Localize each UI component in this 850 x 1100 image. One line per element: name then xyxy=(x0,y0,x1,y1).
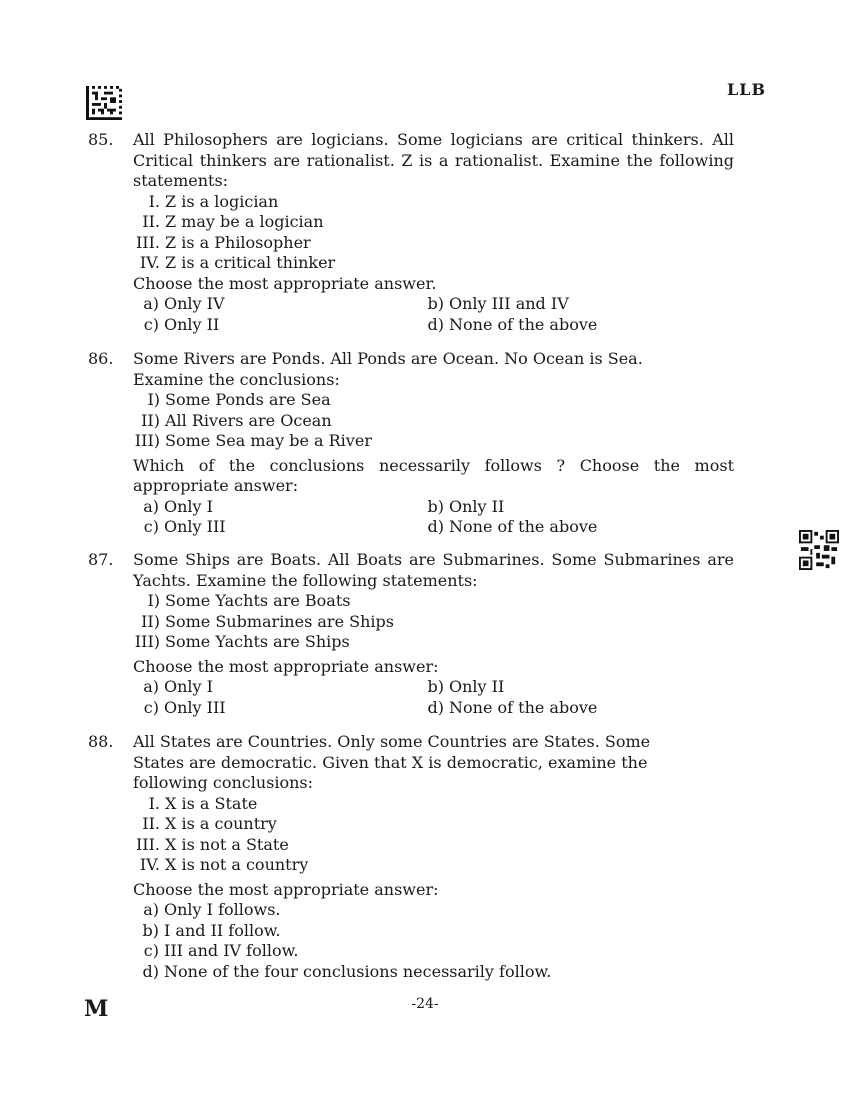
conclusion-numeral: II) xyxy=(141,410,160,430)
option-letter: b) xyxy=(142,920,159,940)
option-a[interactable] xyxy=(133,900,734,921)
statement-text: Some Yachts are Ships xyxy=(165,632,350,651)
statement xyxy=(133,212,734,233)
option-b[interactable] xyxy=(418,677,734,698)
statement-numeral: III. xyxy=(135,232,160,252)
question-stem-continued: Examine the conclusions: xyxy=(133,369,340,389)
option-c[interactable] xyxy=(133,698,418,719)
statement-numeral: I) xyxy=(147,591,160,610)
option-text: Only III and IV xyxy=(449,294,569,313)
question-88 xyxy=(88,732,734,982)
statement xyxy=(133,632,734,653)
option-a[interactable] xyxy=(133,497,418,518)
option-d[interactable] xyxy=(418,315,734,336)
option-letter: b) xyxy=(427,496,444,516)
statement xyxy=(133,591,734,612)
question-85 xyxy=(88,130,734,335)
statement xyxy=(133,253,734,274)
option-letter: b) xyxy=(427,677,444,696)
conclusion-text: X is a State xyxy=(165,793,258,813)
answer-prompt: Choose the most appropriate answer: xyxy=(133,656,439,676)
question-87 xyxy=(88,550,734,718)
option-b[interactable] xyxy=(418,294,734,315)
question-number: 88. xyxy=(88,732,114,751)
subject-code: LLB xyxy=(726,80,766,99)
option-text: Only III xyxy=(164,697,226,717)
statement-numeral: II) xyxy=(141,611,160,631)
answer-options xyxy=(133,900,734,982)
statement-numeral: III) xyxy=(134,632,160,651)
conclusion-numeral: I. xyxy=(148,793,160,813)
option-text: None of the above xyxy=(449,697,598,717)
statement-text: Z is a logician xyxy=(165,191,279,211)
question-stem: Some Rivers are Ponds. All Ponds are Ocean. No Ocean is Sea. xyxy=(133,349,643,368)
question-number: 85. xyxy=(88,130,114,149)
option-letter: a) xyxy=(143,677,159,696)
statement-numeral: II. xyxy=(142,212,160,231)
conclusion xyxy=(133,814,734,835)
option-letter: a) xyxy=(143,496,159,516)
option-b[interactable] xyxy=(418,497,734,518)
booklet-set-letter: M xyxy=(84,996,109,1022)
conclusion xyxy=(133,431,734,452)
conclusion-numeral: IV. xyxy=(139,855,160,874)
question-stem: All States are Countries. Only some Countries are States. Some States are democratic. Given that X is democratic, examine the following conclusions: xyxy=(133,732,651,792)
conclusion-numeral: I) xyxy=(147,390,160,409)
option-letter: d) xyxy=(427,697,444,717)
option-c[interactable] xyxy=(133,941,734,962)
conclusion-text: X is not a State xyxy=(165,834,289,854)
conclusion-text: Some Ponds are Sea xyxy=(165,390,331,409)
option-text: None of the above xyxy=(449,314,598,334)
statement-text: Some Submarines are Ships xyxy=(165,611,394,631)
option-d[interactable] xyxy=(418,698,734,719)
option-letter: d) xyxy=(427,517,444,536)
answer-options xyxy=(133,677,734,718)
option-letter: c) xyxy=(143,697,159,717)
question-number: 86. xyxy=(88,349,114,368)
option-letter: a) xyxy=(143,294,159,313)
statement-numeral: I. xyxy=(148,191,160,211)
option-text: Only II xyxy=(449,496,505,516)
answer-prompt: Choose the most appropriate answer: xyxy=(133,879,439,899)
option-letter: d) xyxy=(142,961,159,981)
option-letter: a) xyxy=(143,900,159,919)
option-letter: c) xyxy=(143,941,159,960)
option-letter: d) xyxy=(427,314,444,334)
option-letter: c) xyxy=(143,314,159,334)
conclusion-numeral: III) xyxy=(134,431,160,450)
option-c[interactable] xyxy=(133,315,418,336)
conclusion-numeral: II. xyxy=(142,814,160,833)
statement-text: Z may be a logician xyxy=(165,212,324,231)
conclusion-text: All Rivers are Ocean xyxy=(165,410,332,430)
answer-prompt: Which of the conclusions necessarily follows ? Choose the most appropriate answer: xyxy=(133,455,734,495)
statement-numeral: IV. xyxy=(139,253,160,272)
answer-options xyxy=(133,497,734,538)
conclusion xyxy=(133,411,734,432)
page-number: -24- xyxy=(411,996,439,1012)
statement xyxy=(133,612,734,633)
question-number: 87. xyxy=(88,550,114,569)
option-text: Only I xyxy=(164,496,213,516)
conclusion-text: X is a country xyxy=(165,814,277,833)
option-text: III and IV follow. xyxy=(164,941,299,960)
option-text: Only IV xyxy=(164,294,225,313)
option-b[interactable] xyxy=(133,921,734,942)
option-letter: c) xyxy=(143,517,159,536)
conclusion-text: Some Sea may be a River xyxy=(165,431,372,450)
statement-text: Z is a Philosopher xyxy=(165,232,311,252)
question-86 xyxy=(88,349,734,538)
statement xyxy=(133,233,734,254)
option-text: Only II xyxy=(164,314,220,334)
statement-text: Z is a critical thinker xyxy=(165,253,336,272)
option-text: Only II xyxy=(449,677,505,696)
statement-text: Some Yachts are Boats xyxy=(165,591,351,610)
option-a[interactable] xyxy=(133,294,418,315)
question-stem: All Philosophers are logicians. Some logicians are critical thinkers. All Critical thinkers are rationalist. Z is a rationalist. Examine the following statements: xyxy=(133,130,734,190)
answer-options xyxy=(133,294,734,335)
option-text: I and II follow. xyxy=(164,920,281,940)
question-stem: Some Ships are Boats. All Boats are Submarines. Some Submarines are Yachts. Examine the following statements: xyxy=(133,550,734,590)
option-text: None of the above xyxy=(449,517,598,536)
statement xyxy=(133,192,734,213)
option-d[interactable] xyxy=(133,962,734,983)
option-letter: b) xyxy=(427,294,444,313)
option-text: Only I xyxy=(164,677,213,696)
conclusion-text: X is not a country xyxy=(165,855,309,874)
data-matrix-code xyxy=(86,86,122,120)
option-text: Only I follows. xyxy=(164,900,281,919)
conclusion xyxy=(133,855,734,876)
conclusion-numeral: III. xyxy=(135,834,160,854)
conclusion xyxy=(133,794,734,815)
option-text: Only III xyxy=(164,517,226,536)
option-c[interactable] xyxy=(133,517,418,538)
option-a[interactable] xyxy=(133,677,418,698)
answer-prompt: Choose the most appropriate answer. xyxy=(133,273,437,293)
conclusion xyxy=(133,835,734,856)
conclusion xyxy=(133,390,734,411)
option-d[interactable] xyxy=(418,517,734,538)
qr-code xyxy=(799,530,839,570)
option-text: None of the four conclusions necessarily follow. xyxy=(164,961,552,981)
